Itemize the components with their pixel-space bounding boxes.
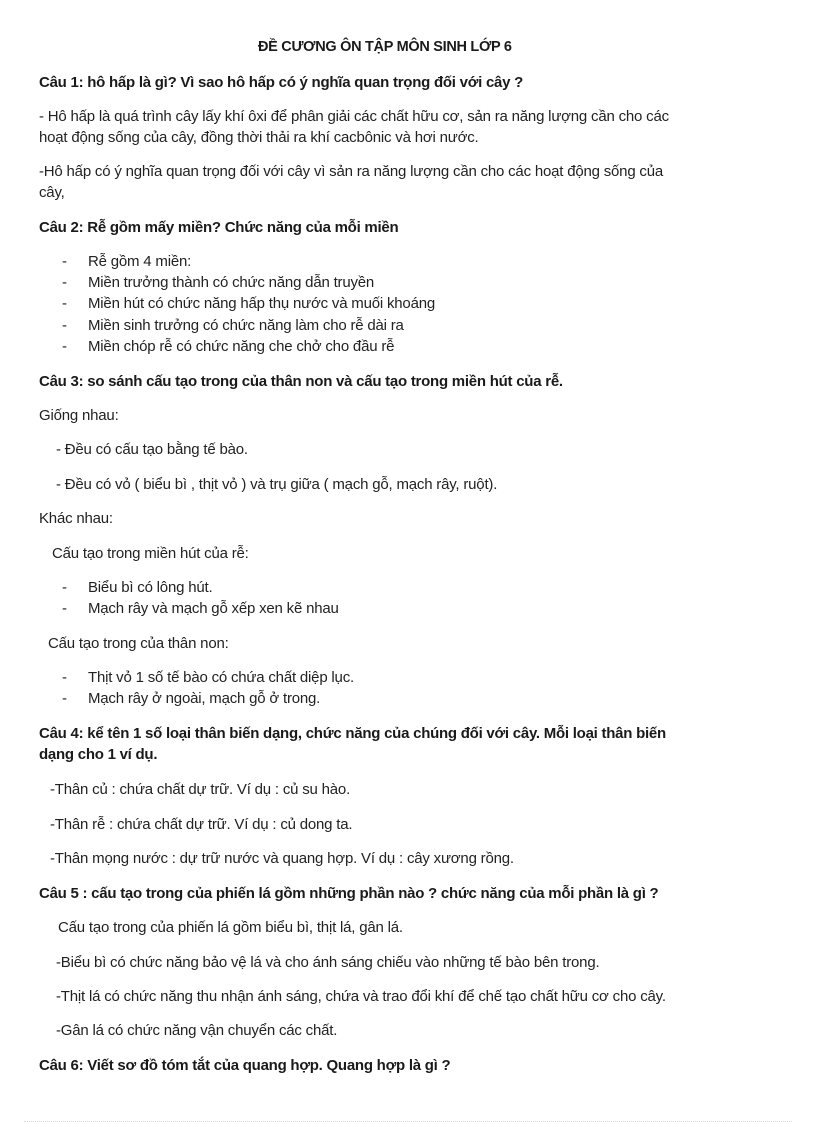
- question-2-list-item: Miền trưởng thành có chức năng dẫn truyền: [88, 274, 375, 291]
- root-structure-label: Cấu tạo trong miền hút của rễ:: [52, 545, 249, 562]
- bullet-dash: -: [62, 338, 67, 355]
- bullet-dash: -: [62, 274, 67, 291]
- question-1-answer-line: hoạt động sống của cây, đồng thời thải ra khí cacbônic và hơi nước.: [39, 129, 479, 146]
- different-label: Khác nhau:: [39, 510, 113, 527]
- similar-item: - Đều có vỏ ( biểu bì , thịt vỏ ) và trụ giữa ( mạch gỗ, mạch rây, ruột).: [56, 476, 498, 493]
- question-4-answer-line: -Thân rễ : chứa chất dự trữ. Ví dụ : củ dong ta.: [50, 816, 353, 833]
- stem-structure-label: Cấu tạo trong của thân non:: [48, 635, 229, 652]
- page-title: ĐỀ CƯƠNG ÔN TẬP MÔN SINH LỚP 6: [258, 39, 512, 55]
- question-1-answer-line: cây,: [39, 184, 65, 201]
- question-6-heading: Câu 6: Viết sơ đồ tóm tắt của quang hợp. Quang hợp là gì ?: [39, 1057, 451, 1074]
- question-5-heading: Câu 5 : cấu tạo trong của phiến lá gồm những phần nào ? chức năng của mỗi phần là gì ?: [39, 885, 659, 902]
- question-5-answer-line: -Gân lá có chức năng vận chuyển các chất.: [56, 1022, 338, 1039]
- question-4-heading-continued: dạng cho 1 ví dụ.: [39, 746, 158, 763]
- bullet-dash: -: [62, 253, 67, 270]
- bullet-dash: -: [62, 579, 67, 596]
- question-2-list-item: Rễ gồm 4 miền:: [88, 253, 192, 270]
- question-4-heading: Câu 4: kể tên 1 số loại thân biến dạng, chức năng của chúng đối với cây. Mỗi loại thân biến: [39, 725, 666, 742]
- question-2-list-item: Miền sinh trưởng có chức năng làm cho rễ dài ra: [88, 317, 404, 334]
- root-structure-item: Mạch rây và mạch gỗ xếp xen kẽ nhau: [88, 600, 339, 617]
- question-2-list-item: Miền hút có chức năng hấp thụ nước và muối khoáng: [88, 295, 435, 312]
- question-1-answer-line: -Hô hấp có ý nghĩa quan trọng đối với cây vì sản ra năng lượng cần cho các hoạt động sống của: [39, 163, 664, 180]
- question-2-list-item: Miền chóp rễ có chức năng che chở cho đầu rễ: [88, 338, 395, 355]
- bullet-dash: -: [62, 317, 67, 334]
- root-structure-item: Biểu bì có lông hút.: [88, 579, 213, 596]
- question-1-answer-line: - Hô hấp là quá trình cây lấy khí ôxi để phân giải các chất hữu cơ, sản ra năng lượng cần cho các: [39, 108, 669, 125]
- stem-structure-item: Mạch rây ở ngoài, mạch gỗ ở trong.: [88, 690, 321, 707]
- question-4-answer-line: -Thân mọng nước : dự trữ nước và quang hợp. Ví dụ : cây xương rồng.: [50, 850, 514, 867]
- question-5-answer-line: -Biểu bì có chức năng bảo vệ lá và cho ánh sáng chiếu vào những tế bào bên trong.: [56, 954, 600, 971]
- page-bottom-separator: [24, 1121, 792, 1122]
- question-4-answer-line: -Thân củ : chứa chất dự trữ. Ví dụ : củ su hào.: [50, 781, 351, 798]
- similar-item: - Đều có cấu tạo bằng tế bào.: [56, 441, 248, 458]
- question-3-heading: Câu 3: so sánh cấu tạo trong của thân non và cấu tạo trong miền hút của rễ.: [39, 373, 563, 390]
- bullet-dash: -: [62, 669, 67, 686]
- bullet-dash: -: [62, 690, 67, 707]
- stem-structure-item: Thịt vỏ 1 số tế bào có chứa chất diệp lục.: [88, 669, 354, 686]
- question-5-answer-line: Cấu tạo trong của phiến lá gồm biểu bì, thịt lá, gân lá.: [58, 919, 403, 936]
- similar-label: Giống nhau:: [39, 407, 119, 424]
- question-1-heading: Câu 1: hô hấp là gì? Vì sao hô hấp có ý nghĩa quan trọng đối với cây ?: [39, 74, 524, 91]
- question-2-heading: Câu 2: Rễ gồm mấy miền? Chức năng của mỗi miền: [39, 219, 399, 236]
- bullet-dash: -: [62, 295, 67, 312]
- bullet-dash: -: [62, 600, 67, 617]
- question-5-answer-line: -Thịt lá có chức năng thu nhận ánh sáng, chứa và trao đổi khí để chế tạo chất hữu cơ cho cây.: [56, 988, 666, 1005]
